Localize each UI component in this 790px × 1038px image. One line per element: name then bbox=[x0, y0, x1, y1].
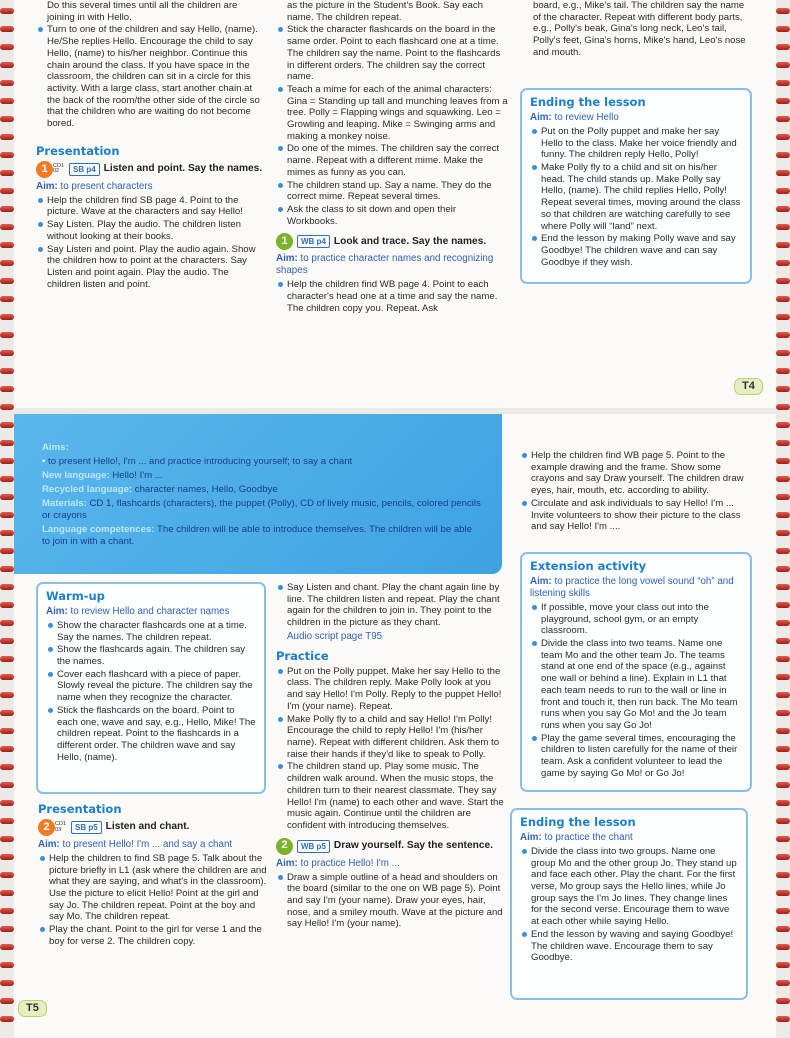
spiral-ring bbox=[0, 350, 14, 356]
spiral-ring bbox=[0, 764, 14, 770]
list-item: End the lesson by waving and saying Goodbye! The children wave. Encourage them to say Goodbye. bbox=[520, 929, 738, 964]
spiral-ring bbox=[776, 494, 790, 500]
t5-presentation-section bbox=[38, 800, 268, 949]
spiral-ring bbox=[776, 404, 790, 410]
ending-lesson-heading: Ending the lesson bbox=[520, 815, 636, 829]
spiral-ring bbox=[0, 62, 14, 68]
recycled-language-label: Recycled language: bbox=[42, 483, 133, 495]
aim-line bbox=[520, 832, 738, 844]
aim-line bbox=[36, 181, 264, 193]
aim-label: Aim: bbox=[38, 839, 60, 851]
spiral-ring bbox=[776, 728, 790, 734]
activity-number-badge: 1 bbox=[36, 161, 53, 178]
list-item: Say Listen and chant. Play the chant again line by line. The children listen and repeat. Play the chant again for the children to join in. They point to the children in the picture as they chant. bbox=[276, 582, 506, 629]
page-t4 bbox=[14, 0, 776, 408]
ending-lesson-heading: Ending the lesson bbox=[530, 95, 646, 109]
list-item: Put on the Polly puppet and make her say Hello to the class. Make her voice friendly and funny. The children reply Hello, Polly! bbox=[530, 126, 742, 161]
list-item: The children stand up. Play some music. The children walk around. When the music stops, the children turn to their nearest classmate. They say Hello! I'm (name) to each other and wave. Start the music again. Continue until the children are confident with introducing themselves. bbox=[276, 761, 506, 831]
spiral-ring bbox=[776, 260, 790, 266]
spiral-ring bbox=[776, 8, 790, 14]
aim-line bbox=[276, 253, 508, 277]
list-item: Cover each flashcard with a piece of paper. Slowly reveal the picture. The children say the name when they recognize the character. bbox=[46, 669, 256, 704]
aims-label: Aims: bbox=[42, 442, 69, 453]
spiral-ring bbox=[0, 152, 14, 158]
presentation-heading: Presentation bbox=[36, 143, 120, 158]
spiral-ring bbox=[776, 476, 790, 482]
list-item: If possible, move your class out into the playground, school gym, or an empty classroom. bbox=[530, 602, 742, 637]
list-item: Do one of the mimes. The children say the correct name. Repeat with a different mime. Make the mimes as funny as you can. bbox=[276, 143, 508, 178]
spiral-ring bbox=[776, 872, 790, 878]
spiral-ring bbox=[0, 44, 14, 50]
spiral-ring bbox=[776, 584, 790, 590]
activity-title: Look and trace. Say the names. bbox=[333, 235, 487, 247]
list-item: Stick the flashcards on the board. Point to each one, wave and say, e.g., Hello, Mike! The children repeat. Point to the flashcards in a different order. The children wave and say Hello, (name). bbox=[46, 705, 256, 764]
spiral-ring bbox=[776, 80, 790, 86]
spiral-ring bbox=[776, 692, 790, 698]
list-item: Help the children find WB page 5. Point to the example drawing and the frame. Show some crayons and say Draw yourself. The children draw eyes, hair, mouth, etc. according to ability. bbox=[520, 450, 752, 497]
book-page-tag: WB p5 bbox=[297, 840, 330, 853]
spiral-ring bbox=[0, 116, 14, 122]
spiral-ring bbox=[0, 854, 14, 860]
list-item: Teach a mime for each of the animal characters: Gina = Standing up tall and munching leaves from a tree. Polly = Flapping wings and squawking. Leo = Growling and leaping. Mike = Swinging arms and making a monkey noise. bbox=[276, 84, 508, 143]
aim-text: to practice character names and recognizing shapes bbox=[276, 253, 494, 277]
spiral-ring bbox=[0, 512, 14, 518]
spiral-ring bbox=[776, 998, 790, 1004]
spiral-ring bbox=[0, 368, 14, 374]
spiral-ring bbox=[776, 332, 790, 338]
warmup-heading: Warm-up bbox=[46, 589, 105, 603]
spiral-ring bbox=[0, 746, 14, 752]
spiral-ring bbox=[0, 890, 14, 896]
spiral-ring bbox=[776, 674, 790, 680]
list-item: Play the chant. Point to the girl for verse 1 and the boy for verse 2. The children copy. bbox=[38, 924, 268, 947]
aim-label: Aim: bbox=[276, 253, 298, 265]
activity-header bbox=[36, 161, 264, 178]
spiral-ring bbox=[0, 476, 14, 482]
new-language-text: Hello! I'm ... bbox=[112, 469, 163, 481]
spiral-ring bbox=[776, 1016, 790, 1022]
list-item: End the lesson by making Polly wave and say Goodbye! The children wave and can say Goodbye if they wish. bbox=[530, 233, 742, 268]
spiral-ring bbox=[0, 494, 14, 500]
book-page-tag: SB p4 bbox=[69, 163, 100, 176]
spiral-ring bbox=[776, 836, 790, 842]
spiral-ring bbox=[776, 746, 790, 752]
spiral-ring bbox=[0, 548, 14, 554]
spiral-ring bbox=[776, 458, 790, 464]
list-item: Make Polly fly to a child and say Hello! I'm Polly! Encourage the child to reply Hello! I'm (his/her name). Repeat with different children. Ask them to raise their hands if they'd like to speak to Polly. bbox=[276, 714, 506, 761]
page-t5 bbox=[14, 414, 776, 1038]
spiral-ring bbox=[0, 638, 14, 644]
spiral-ring bbox=[0, 296, 14, 302]
spiral-ring bbox=[0, 224, 14, 230]
spiral-ring bbox=[776, 386, 790, 392]
list-item: Divide the class into two groups. Name one group Mo and the other group Jo. They stand up and face each other. Play the chant. For the first verse, Mo group says the Hello lines, while Jo group says the I'm Jo lines. They change lines for the second verse. Encourage them to wave at each other while saying Hello. bbox=[520, 846, 738, 928]
spiral-ring bbox=[776, 440, 790, 446]
spiral-ring bbox=[0, 188, 14, 194]
spiral-ring bbox=[776, 908, 790, 914]
cd-track-label: CD1 02 bbox=[53, 162, 65, 175]
activity-title: Listen and chant. bbox=[105, 821, 190, 833]
aim-text: to review Hello bbox=[554, 112, 619, 124]
list-item: Help the children find SB page 4. Point to the picture. Wave at the characters and say Hello! bbox=[36, 195, 264, 218]
spiral-ring bbox=[0, 422, 14, 428]
t5-right-column bbox=[520, 450, 752, 534]
spiral-ring bbox=[0, 998, 14, 1004]
page-number: T4 bbox=[734, 378, 763, 395]
spiral-ring bbox=[0, 782, 14, 788]
spiral-ring bbox=[776, 926, 790, 932]
spiral-ring bbox=[0, 440, 14, 446]
spiral-ring bbox=[0, 836, 14, 842]
presentation-heading: Presentation bbox=[38, 802, 122, 816]
spiral-ring bbox=[0, 332, 14, 338]
spiral-ring bbox=[776, 152, 790, 158]
book-page-tag: WB p4 bbox=[297, 235, 330, 248]
spiral-ring bbox=[0, 404, 14, 410]
spiral-ring bbox=[776, 170, 790, 176]
list-item: Circulate and ask individuals to say Hello! I'm ... Invite volunteers to show their picture to the class and say Hello! I'm .... bbox=[520, 498, 752, 533]
t4-right-column bbox=[522, 0, 752, 60]
spiral-ring bbox=[776, 278, 790, 284]
spiral-ring bbox=[0, 962, 14, 968]
spiral-ring bbox=[0, 872, 14, 878]
activity-number-badge: 1 bbox=[276, 233, 293, 250]
spiral-ring bbox=[776, 368, 790, 374]
spiral-ring bbox=[0, 80, 14, 86]
spiral-ring bbox=[776, 944, 790, 950]
spiral-ring bbox=[776, 656, 790, 662]
spiral-ring bbox=[776, 530, 790, 536]
spiral-ring bbox=[0, 818, 14, 824]
activity-header bbox=[276, 838, 506, 855]
spiral-ring bbox=[776, 134, 790, 140]
extension-heading: Extension activity bbox=[530, 559, 647, 573]
spiral-ring bbox=[0, 314, 14, 320]
list-item: Put on the Polly puppet. Make her say Hello to the class. The children reply. Make Polly look at you and say Hello! I'm Polly. Reply to the puppet Hello! I'm (your name). Repeat. bbox=[276, 666, 506, 713]
spiral-ring bbox=[0, 134, 14, 140]
list-item: Show the flashcards again. The children say the names. bbox=[46, 644, 256, 667]
recycled-language-text: character names, Hello, Goodbye bbox=[134, 483, 278, 495]
spiral-ring bbox=[776, 512, 790, 518]
spiral-ring bbox=[0, 206, 14, 212]
activity-number-badge: 2 bbox=[38, 819, 55, 836]
spiral-ring bbox=[776, 206, 790, 212]
new-language-label: New language: bbox=[42, 469, 110, 481]
page-number: T5 bbox=[18, 1000, 47, 1017]
list-item: Turn to one of the children and say Hello, (name). He/She replies Hello. Encourage the child to say Hello, (name) to his/her neighbor. Continue this chain around the class. If you have space in the classroom, the children can sit in a circle for this activity. With a large class, start another chain at the back of the room/the other side of the circle so that the children who are waiting do not become bored. bbox=[36, 24, 264, 129]
cd-track-label: CD1 03 bbox=[55, 821, 67, 833]
spiral-ring bbox=[776, 854, 790, 860]
t4-middle-column bbox=[276, 0, 508, 315]
list-item: Divide the class into two teams. Name one team Mo and the other team Jo. The teams stand at one end of the space (e.g., against one wall or behind a line). Explain in L1 that each team needs to run to the wall or line in front and touch it, then run back. The Mo team runs when you say Go Mo! and the Jo team runs when you say Go Jo! bbox=[530, 638, 742, 732]
list-item: Ask the class to sit down and open their Workbooks. bbox=[276, 204, 508, 227]
spiral-ring bbox=[0, 710, 14, 716]
activity-header bbox=[38, 819, 268, 836]
spiral-ring bbox=[0, 278, 14, 284]
competences-label: Language competences: bbox=[42, 523, 155, 535]
aim-label: Aim: bbox=[530, 576, 552, 588]
spiral-ring bbox=[0, 26, 14, 32]
spiral-ring bbox=[776, 710, 790, 716]
spiral-ring bbox=[776, 188, 790, 194]
spiral-ring bbox=[776, 980, 790, 986]
spiral-ring bbox=[776, 422, 790, 428]
t4-left-column bbox=[36, 0, 264, 291]
spiral-ring bbox=[776, 116, 790, 122]
list-item: Help the children to find SB page 5. Talk about the picture briefly in L1 (ask where the children are and what they are saying, and what's in the classroom). Use the picture to elicit Hello! Point at the girl and say Jo. The children repeat. Point at the boy and say Mo. The children repeat. bbox=[38, 853, 268, 923]
extension-activity-box bbox=[520, 552, 752, 792]
aim-label: Aim: bbox=[520, 832, 542, 844]
aim-label: Aim: bbox=[46, 606, 68, 618]
spiral-ring bbox=[0, 656, 14, 662]
aim-line bbox=[46, 606, 256, 618]
aim-label: Aim: bbox=[36, 180, 58, 192]
spiral-ring bbox=[776, 566, 790, 572]
spiral-binding-left bbox=[0, 0, 14, 1038]
aim-text: to practice the chant bbox=[544, 832, 633, 844]
spiral-ring bbox=[776, 296, 790, 302]
spiral-ring bbox=[0, 800, 14, 806]
spiral-ring bbox=[0, 98, 14, 104]
aim-line bbox=[530, 112, 742, 124]
list-item: Say Listen and point. Play the audio again. Show the children how to point at the characters. Say Listen and point again. Play the audio. The children listen and point. bbox=[36, 244, 264, 291]
aim-text: to present characters bbox=[60, 180, 153, 192]
competences-text: The children will be able to introduce themselves. The children will be able to join in with a chant. bbox=[42, 523, 472, 547]
materials-label: Materials: bbox=[42, 497, 87, 509]
spiral-ring bbox=[776, 548, 790, 554]
spiral-ring bbox=[0, 260, 14, 266]
ending-lesson-box-t4 bbox=[520, 88, 752, 284]
spiral-ring bbox=[776, 782, 790, 788]
t4-mid-cont-text: as the picture in the Student's Book. Say each name. The children repeat. bbox=[287, 0, 483, 23]
spiral-ring bbox=[0, 584, 14, 590]
warmup-box bbox=[36, 582, 266, 794]
spiral-ring bbox=[0, 908, 14, 914]
spiral-ring bbox=[0, 602, 14, 608]
list-item: Draw a simple outline of a head and shoulders on the board (similar to the one on WB page 5). Point and say I'm (your name). Draw your eyes, hair, nose, and a smiley mouth. Wave at the picture and say Hello! I'm (your name). bbox=[276, 872, 506, 931]
spiral-ring bbox=[0, 386, 14, 392]
aim-label: Aim: bbox=[276, 857, 298, 869]
list-item: Say Listen. Play the audio. The children listen without looking at their books. bbox=[36, 219, 264, 242]
spiral-ring bbox=[776, 962, 790, 968]
spiral-ring bbox=[0, 242, 14, 248]
spiral-ring bbox=[776, 44, 790, 50]
activity-title: Listen and point. Say the names. bbox=[103, 163, 263, 175]
materials-text: CD 1, flashcards (characters), the puppet (Polly), CD of lively music, pencils, colored pencils or crayons bbox=[42, 497, 481, 521]
spiral-ring bbox=[0, 980, 14, 986]
spiral-ring bbox=[0, 170, 14, 176]
spiral-ring bbox=[0, 566, 14, 572]
aim-text: to present Hello! I'm ... and say a chant bbox=[62, 839, 233, 851]
list-item: The children stand up. Say a name. They do the correct mime. Repeat several times. bbox=[276, 180, 508, 203]
activity-number-badge: 2 bbox=[276, 838, 293, 855]
spiral-ring bbox=[776, 602, 790, 608]
spiral-ring bbox=[0, 620, 14, 626]
spiral-ring bbox=[776, 638, 790, 644]
spiral-ring bbox=[0, 728, 14, 734]
spiral-ring bbox=[0, 1016, 14, 1022]
book-page-tag: SB p5 bbox=[71, 821, 102, 834]
list-item: Play the game several times, encouraging the children to listen carefully for the name of their team. Ask a confident volunteer to lead the game by saying Go Mo! or Go Jo! bbox=[530, 733, 742, 780]
activity-header bbox=[276, 233, 508, 250]
spiral-ring bbox=[776, 350, 790, 356]
aims-text: • to present Hello!, I'm ... and practice introducing yourself; to say a chant bbox=[42, 456, 502, 468]
spiral-ring bbox=[776, 800, 790, 806]
spiral-ring bbox=[776, 62, 790, 68]
t5-middle-column bbox=[276, 582, 506, 931]
spiral-ring bbox=[776, 26, 790, 32]
aim-line bbox=[276, 858, 506, 870]
spiral-ring bbox=[776, 98, 790, 104]
lesson-aims-panel bbox=[14, 414, 502, 574]
ending-lesson-box-t5 bbox=[510, 808, 748, 1000]
spiral-ring bbox=[0, 458, 14, 464]
audio-script-ref: Audio script page T95 bbox=[287, 630, 383, 642]
spiral-ring bbox=[0, 8, 14, 14]
spiral-binding-right bbox=[776, 0, 790, 1038]
aim-text: to practice the long vowel sound “oh” and listening skills bbox=[530, 576, 734, 599]
aim-line bbox=[38, 839, 268, 851]
spiral-ring bbox=[0, 530, 14, 536]
spiral-ring bbox=[776, 224, 790, 230]
aim-text: to practice Hello! I'm ... bbox=[300, 857, 400, 869]
spiral-ring bbox=[0, 926, 14, 932]
spiral-ring bbox=[776, 242, 790, 248]
spiral-ring bbox=[776, 818, 790, 824]
spiral-ring bbox=[0, 692, 14, 698]
activity-title: Draw yourself. Say the sentence. bbox=[333, 839, 493, 851]
t4-right-cont-text: board, e.g., Mike's tail. The children say the name of the character. Repeat with different body parts, e.g., Polly's beak, Gina's long neck, Leo's tail, Polly's feet, Gina's horns, Mike's hand, Leo's nose and mouth. bbox=[533, 0, 746, 58]
practice-heading: Practice bbox=[276, 648, 329, 663]
spiral-ring bbox=[0, 944, 14, 950]
spiral-ring bbox=[776, 764, 790, 770]
list-item: Help the children find WB page 4. Point to each character's head one at a time and say the name. The children copy you. Repeat. Ask bbox=[276, 279, 508, 314]
aim-line bbox=[530, 576, 742, 600]
spiral-ring bbox=[0, 674, 14, 680]
list-item: Stick the character flashcards on the board in the same order. Point to each flashcard one at a time. The children say the name. Point to the flashcards in different orders. The children say the correct name. bbox=[276, 24, 508, 83]
spiral-ring bbox=[776, 314, 790, 320]
list-item: Show the character flashcards one at a time. Say the names. The children repeat. bbox=[46, 620, 256, 643]
list-item: Make Polly fly to a child and sit on his/her head. The child stands up. Make Polly say Hello, (name). The child replies Hello, Polly! Repeat several times, moving around the class so that children are watching carefully to see where Polly will “land” next. bbox=[530, 162, 742, 232]
aim-label: Aim: bbox=[530, 112, 552, 124]
t4-left-cont-text: Do this several times until all the children are joining in with Hello. bbox=[47, 0, 238, 23]
spiral-ring bbox=[776, 620, 790, 626]
spiral-ring bbox=[776, 890, 790, 896]
aim-text: to review Hello and character names bbox=[70, 606, 230, 618]
